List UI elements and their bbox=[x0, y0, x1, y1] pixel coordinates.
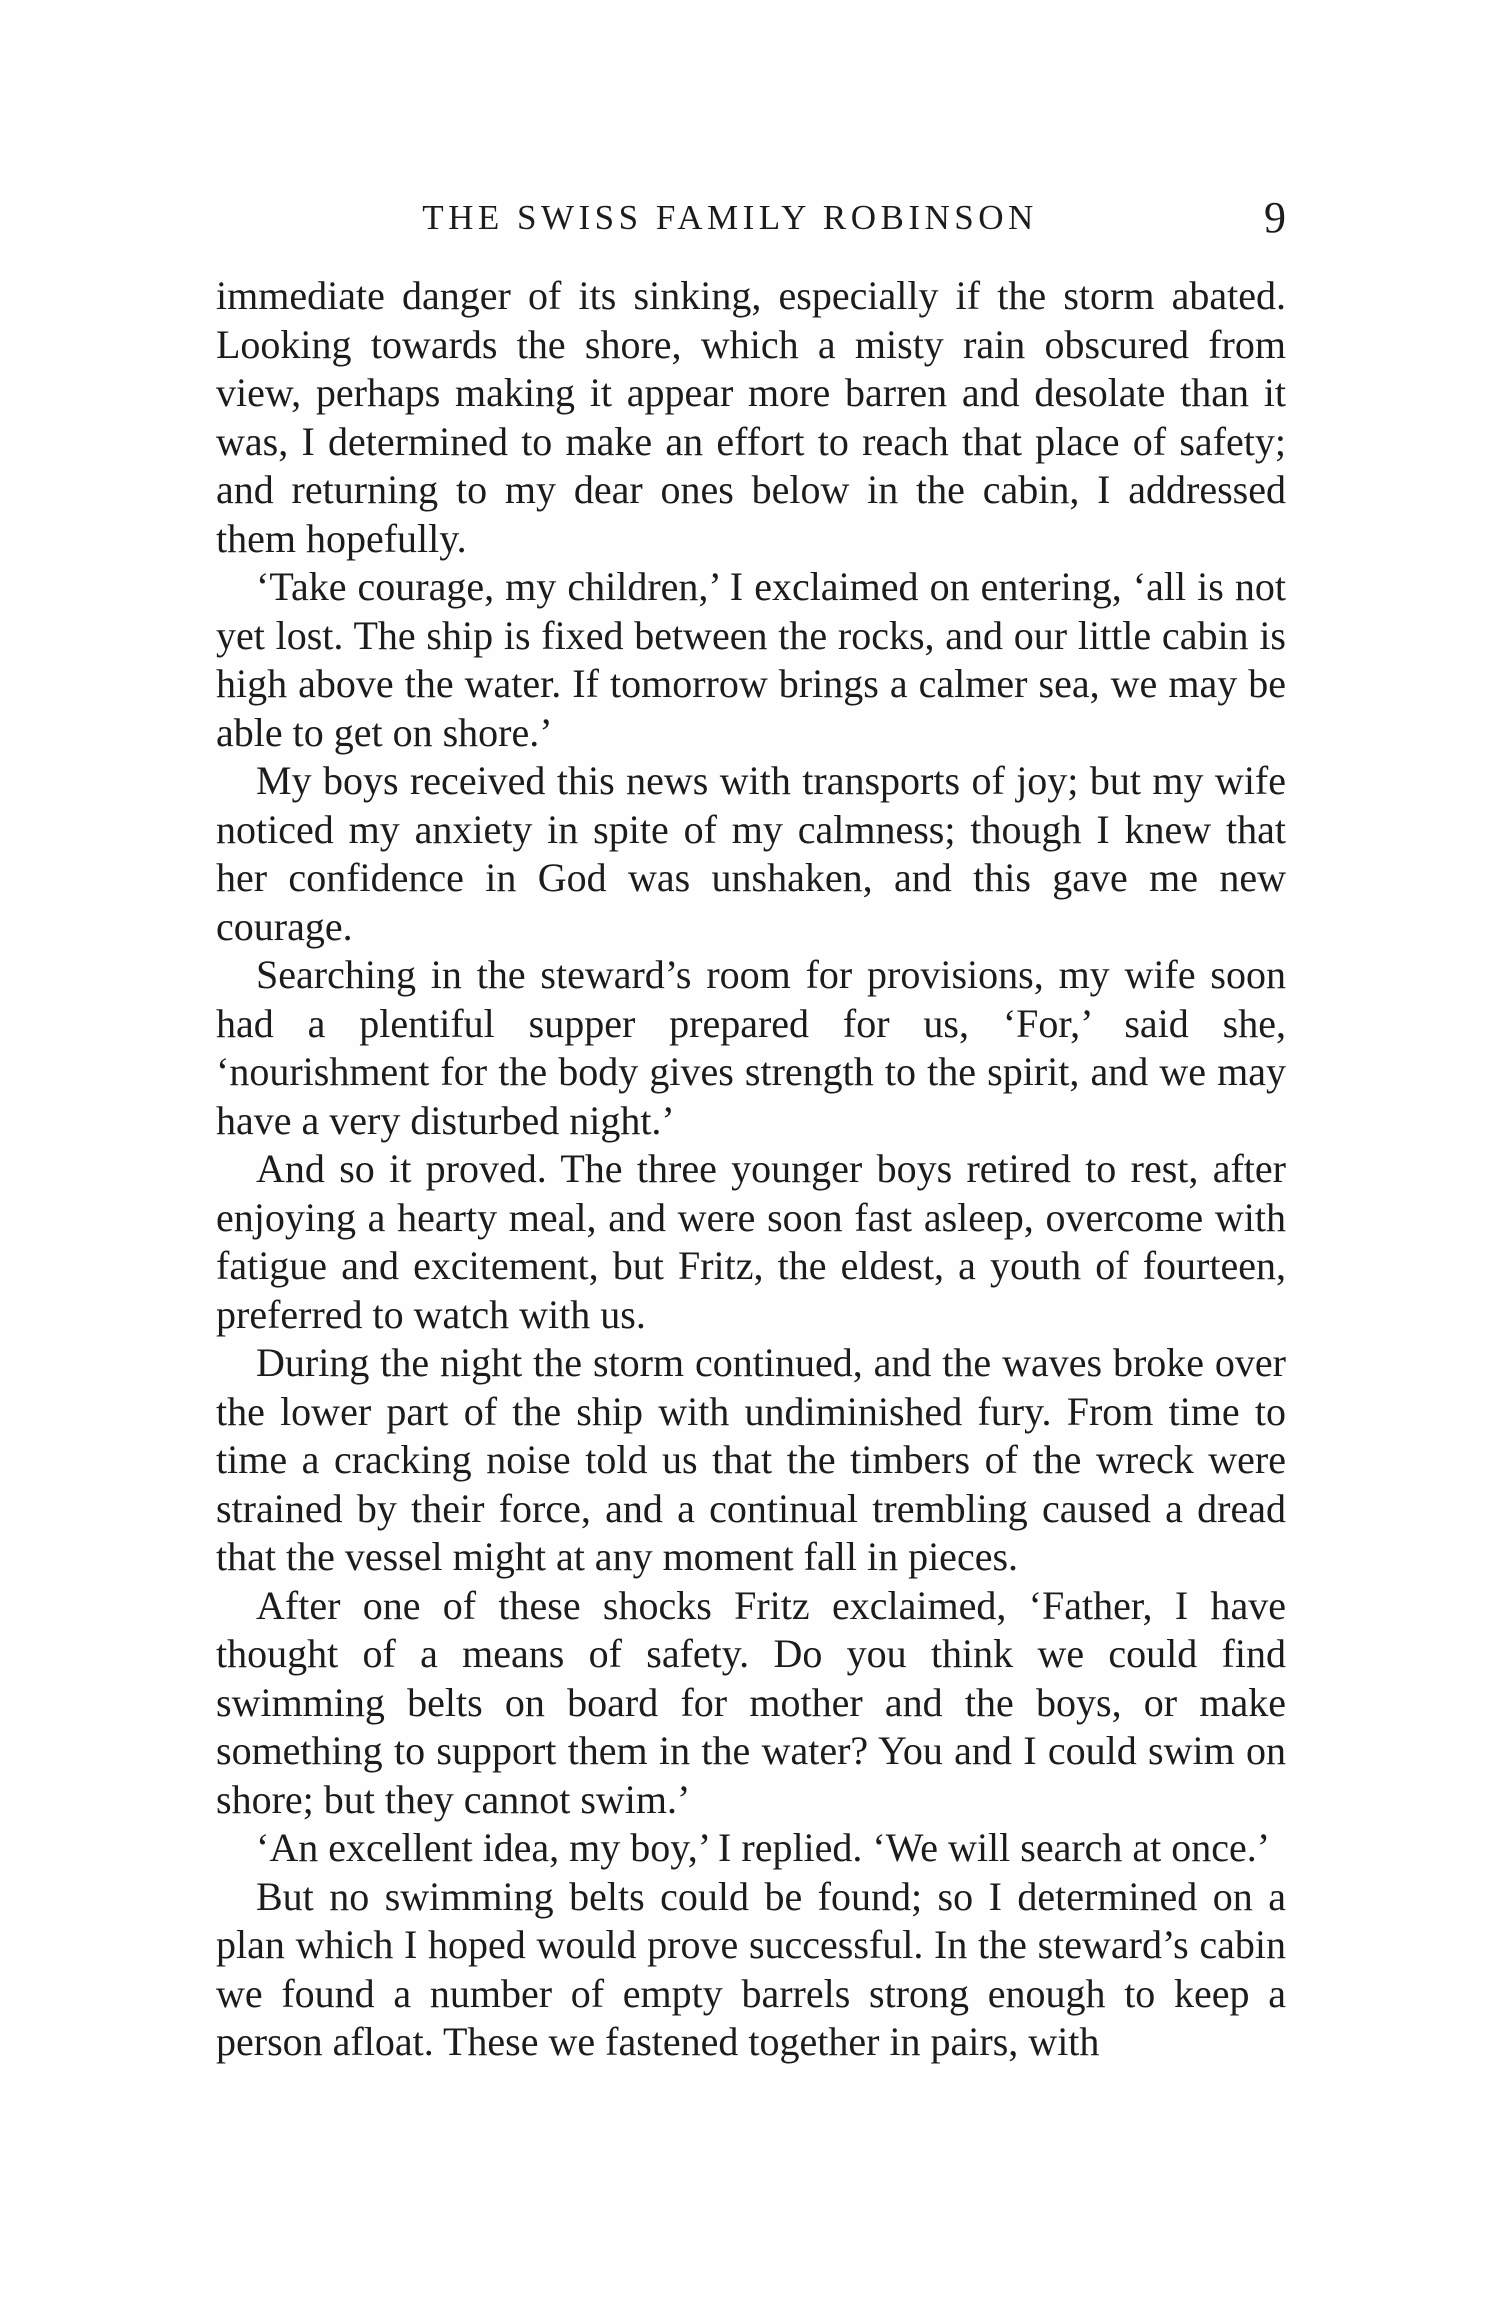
paragraph: During the night the storm continued, and the waves broke over the lower part of the ship with undiminished fury. From time to time a cracking noise told us that the timbers of the wreck were strained by their force, and a continual trembling caused a dread that the vessel might at any moment fall in pieces. bbox=[216, 1340, 1286, 1579]
paragraph: And so it proved. The three younger boys retired to rest, after enjoying a hearty meal, and were soon fast asleep, overcome with fatigue and excitement, but Fritz, the eldest, a youth of fourteen, preferred to watch with us. bbox=[216, 1146, 1286, 1337]
running-title: THE SWISS FAMILY ROBINSON bbox=[422, 198, 1038, 237]
paragraph: After one of these shocks Fritz exclaimed, ‘Father, I have thought of a means of safety. Do you think we could find swimming belts on board for mother and the boys, or make something to support them in the water? You and I could swim on shore; but they cannot swim.’ bbox=[216, 1582, 1286, 1822]
paragraph: ‘Take courage, my children,’ I exclaimed on entering, ‘all is not yet lost. The ship is fixed between the rocks, and our little cabin is high above the water. If tomorrow brings a calmer sea, we may be able to get on shore.’ bbox=[216, 564, 1286, 755]
paragraph: My boys received this news with transports of joy; but my wife noticed my anxiety in spite of my calmness; though I knew that her confidence in God was unshaken, and this gave me new courage. bbox=[216, 758, 1286, 949]
paragraph: immediate danger of its sinking, especially if the storm abated. Looking towards the shore, which a misty rain obscured from view, perhaps making it appear more barren and desolate than it was, I determined to make an effort to reach that place of safety; and returning to my dear ones below in the cabin, I addressed them hopefully. bbox=[216, 273, 1286, 561]
paragraph: Searching in the steward’s room for provisions, my wife soon had a plentiful supper prepared for us, ‘For,’ said she, ‘nourishment for the body gives strength to the spirit, and we may have a very disturbed night.’ bbox=[216, 952, 1286, 1143]
paragraph: But no swimming belts could be found; so I determined on a plan which I hoped would prove successful. In the steward’s cabin we found a number of empty barrels strong enough to keep a person afloat. These we fastened together in pairs, with bbox=[216, 1873, 1286, 2064]
body-text bbox=[216, 272, 1286, 2067]
running-head bbox=[214, 190, 1286, 246]
paragraph: ‘An excellent idea, my boy,’ I replied. ‘We will search at once.’ bbox=[256, 1825, 1271, 1870]
page-number: 9 bbox=[1264, 193, 1286, 242]
